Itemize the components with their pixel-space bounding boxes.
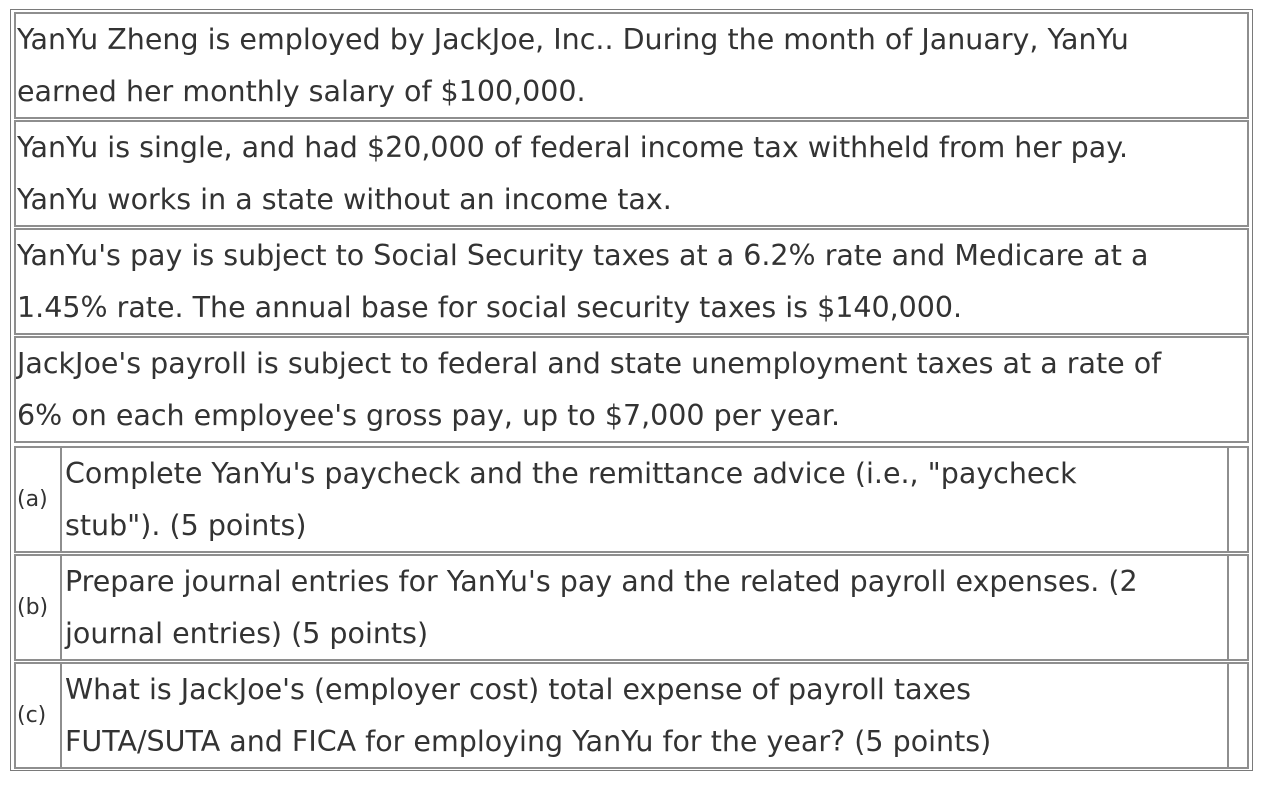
question-line: stub"). (5 points) [65, 509, 307, 542]
fact-line: 6% on each employee's gross pay, up to $7,000 per year. [17, 399, 841, 432]
question-line: Prepare journal entries for YanYu's pay and the related payroll expenses. (2 [65, 565, 1138, 598]
fact-withholding [14, 120, 1249, 227]
fact-unemployment-taxes [14, 336, 1249, 443]
fact-line: YanYu is single, and had $20,000 of federal income tax withheld from her pay. [17, 131, 1129, 164]
question-text [62, 556, 1229, 659]
question-row-a [14, 446, 1249, 553]
problem-table [10, 9, 1253, 771]
fact-line: earned her monthly salary of $100,000. [17, 75, 586, 108]
question-label: (a) [16, 448, 62, 551]
fact-line: JackJoe's payroll is subject to federal and state unemployment taxes at a rate of [17, 347, 1162, 380]
fact-employment [14, 12, 1249, 119]
question-line: journal entries) (5 points) [65, 617, 429, 650]
question-label: (c) [16, 664, 62, 767]
fact-fica-rates [14, 228, 1249, 335]
fact-line: YanYu Zheng is employed by JackJoe, Inc.. During the month of January, YanYu [17, 23, 1129, 56]
question-line: FUTA/SUTA and FICA for employing YanYu for the year? (5 points) [65, 725, 992, 758]
fact-line: YanYu's pay is subject to Social Security taxes at a 6.2% rate and Medicare at a [17, 239, 1149, 272]
question-line: What is JackJoe's (employer cost) total expense of payroll taxes [65, 673, 971, 706]
question-text [62, 664, 1229, 767]
question-text [62, 448, 1229, 551]
question-label: (b) [16, 556, 62, 659]
answer-cell [1229, 664, 1247, 767]
answer-cell [1229, 556, 1247, 659]
question-row-b [14, 554, 1249, 661]
question-line: Complete YanYu's paycheck and the remittance advice (i.e., "paycheck [65, 457, 1077, 490]
fact-line: 1.45% rate. The annual base for social security taxes is $140,000. [17, 291, 963, 324]
answer-cell [1229, 448, 1247, 551]
question-row-c [14, 662, 1249, 769]
fact-line: YanYu works in a state without an income tax. [17, 183, 672, 216]
